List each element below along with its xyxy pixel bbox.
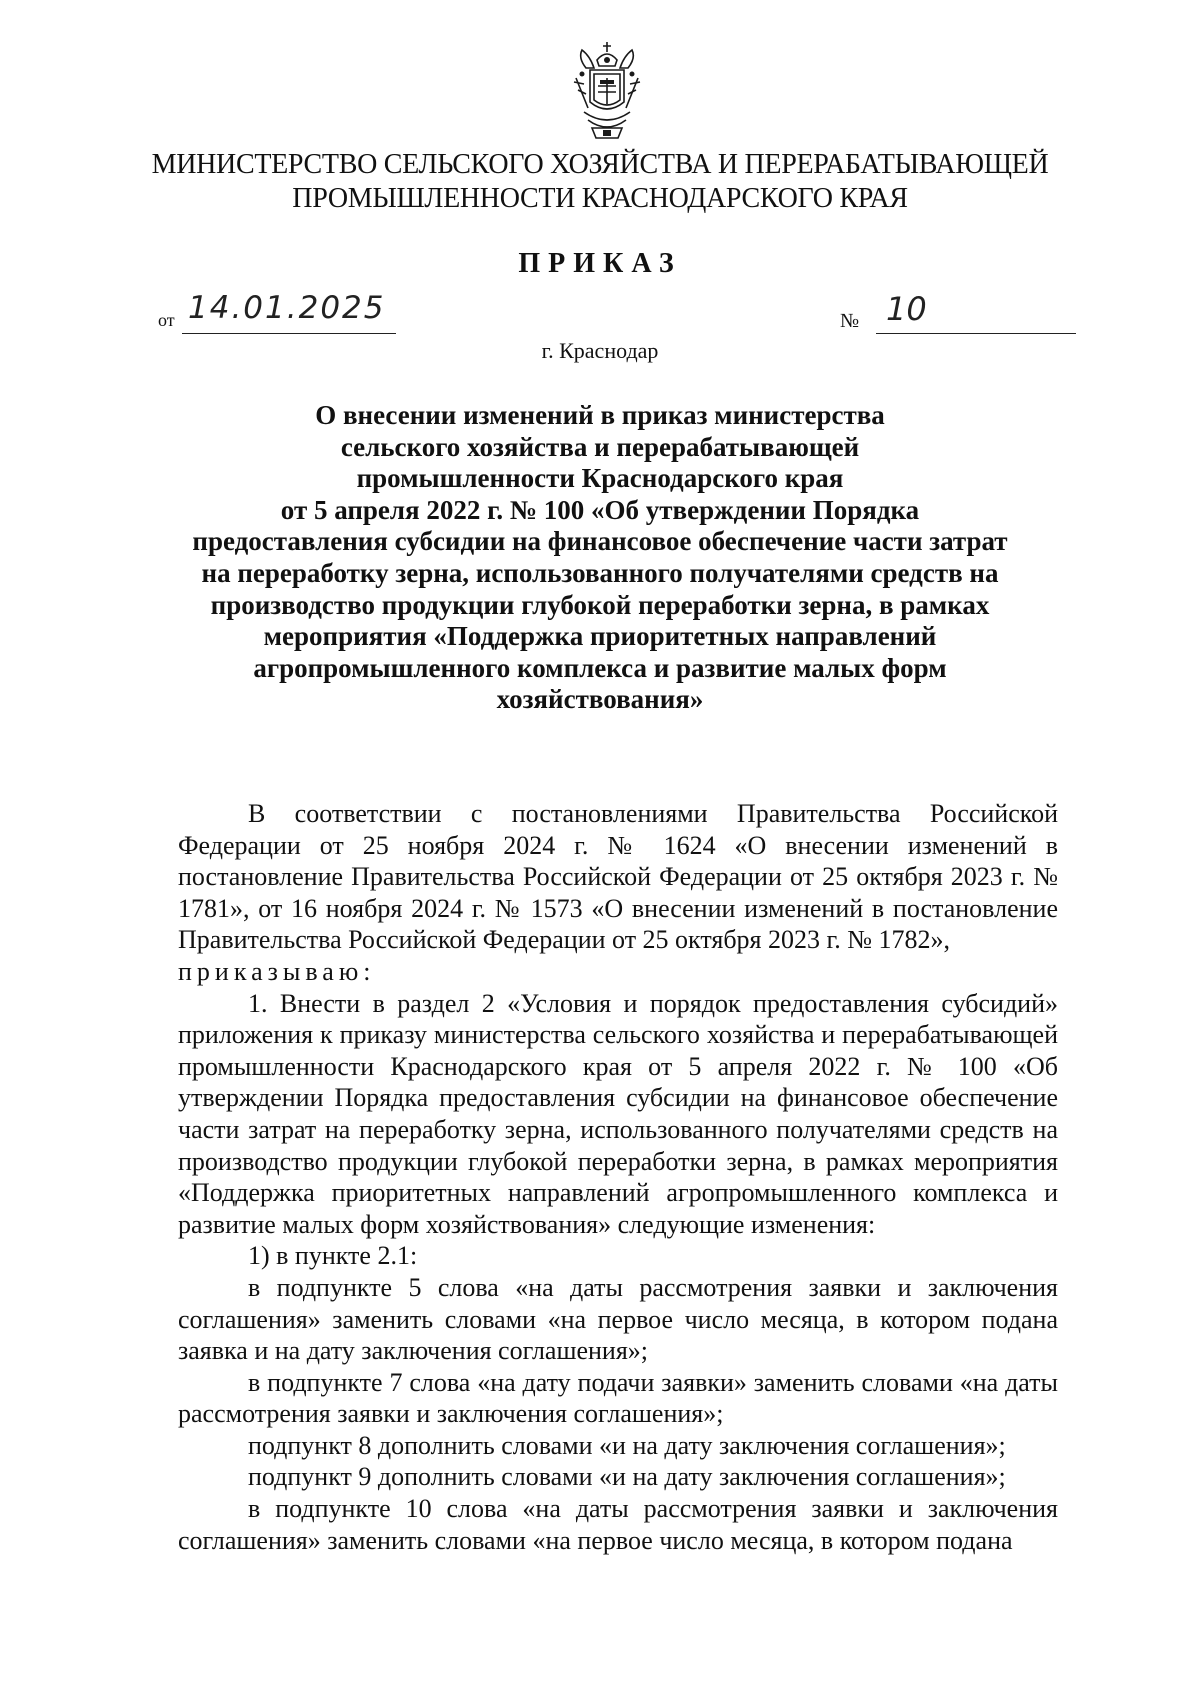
change-paragraph: в подпункте 7 слова «на дату подачи заявки» заменить словами «на даты рассмотрения заявки и заключения соглашения»;: [178, 1367, 1058, 1429]
change-paragraph: в подпункте 10 слова «на даты рассмотрения заявки и заключения соглашения» заменить словами «на первое число месяца, в котором подана: [178, 1494, 1058, 1555]
order-title: [180, 400, 1020, 716]
date-underline: [182, 333, 396, 334]
order-body: [178, 798, 1058, 1556]
date-prefix: от: [158, 310, 175, 330]
change-paragraph: подпункт 9 дополнить словами «и на дату заключения соглашения»;: [248, 1462, 1006, 1492]
order-date-field: [158, 290, 398, 340]
subitem-1-heading: 1) в пункте 2.1:: [248, 1241, 418, 1271]
change-paragraph: в подпункте 5 слова «на даты рассмотрения заявки и заключения соглашения» заменить словами «на первое число месяца, в котором подана заявка и на дату заключения соглашения»;: [178, 1272, 1058, 1366]
number-underline: [876, 333, 1076, 334]
title-line: О внесении изменений в приказ министерства: [315, 400, 885, 430]
number-prefix: №: [840, 310, 860, 332]
order-number-field: [840, 290, 1080, 340]
ministry-name-line1: МИНИСТЕРСТВО СЕЛЬСКОГО ХОЗЯЙСТВА И ПЕРЕРАБАТЫВАЮЩЕЙ: [151, 149, 1049, 180]
change-paragraph: подпункт 8 дополнить словами «и на дату заключения соглашения»;: [248, 1430, 1006, 1460]
title-line: сельского хозяйства и перерабатывающей: [340, 431, 860, 462]
title-line: производство продукции глубокой переработки зерна, в рамках: [210, 589, 990, 620]
city-name: г. Краснодар: [541, 338, 659, 363]
order-word: приказываю:: [178, 956, 376, 986]
title-line: промышленности Краснодарского края: [356, 463, 844, 494]
title-line: от 5 апреля 2022 г. № 100 «Об утверждении Порядка: [280, 494, 920, 525]
ministry-name: [100, 148, 1100, 216]
item-1-paragraph: 1. Внести в раздел 2 «Условия и порядок предоставления субсидий» приложения к приказу министерства сельского хозяйства и перерабатывающей промышленности Краснодарского края от 5 апреля 2022 г. № 100 «Об утверждении Порядка предоставления субсидии на финансовое обеспечение части затрат на переработку зерна, использованного получателями средств на производство продукции глубокой переработки зерна, в рамках мероприятия «Поддержка приоритетных направлений агропромышленного комплекса и развитие малых форм хозяйствования» следующие изменения:: [178, 988, 1058, 1239]
title-line: мероприятия «Поддержка приоритетных направлений: [263, 621, 937, 652]
handwritten-number: 10: [886, 290, 927, 328]
title-line: агропромышленного комплекса и развитие малых форм: [253, 652, 947, 683]
intro-paragraph: В соответствии с постановлениями Правительства Российской Федерации от 25 ноября 2024 г. № 1624 «О внесении изменений в постановление Правительства Российской Федерации от 25 октября 2023 г. № 1781», от 16 ноября 2024 г. № 1573 «О внесении изменений в постановление Правительства Российской Федерации от 25 октября 2023 г. № 1782»,: [178, 799, 1058, 955]
title-line: предоставления субсидии на финансовое обеспечение части затрат: [192, 526, 1008, 557]
title-line: хозяйствования»: [496, 684, 704, 715]
coat-of-arms-emblem: [570, 38, 644, 144]
ministry-name-line2: ПРОМЫШЛЕННОСТИ КРАСНОДАРСКОГО КРАЯ: [292, 183, 908, 214]
handwritten-date: 14.01.2025: [188, 290, 386, 326]
title-line: на переработку зерна, использованного получателями средств на: [201, 557, 999, 588]
document-type-heading: ПРИКАЗ: [518, 248, 682, 279]
